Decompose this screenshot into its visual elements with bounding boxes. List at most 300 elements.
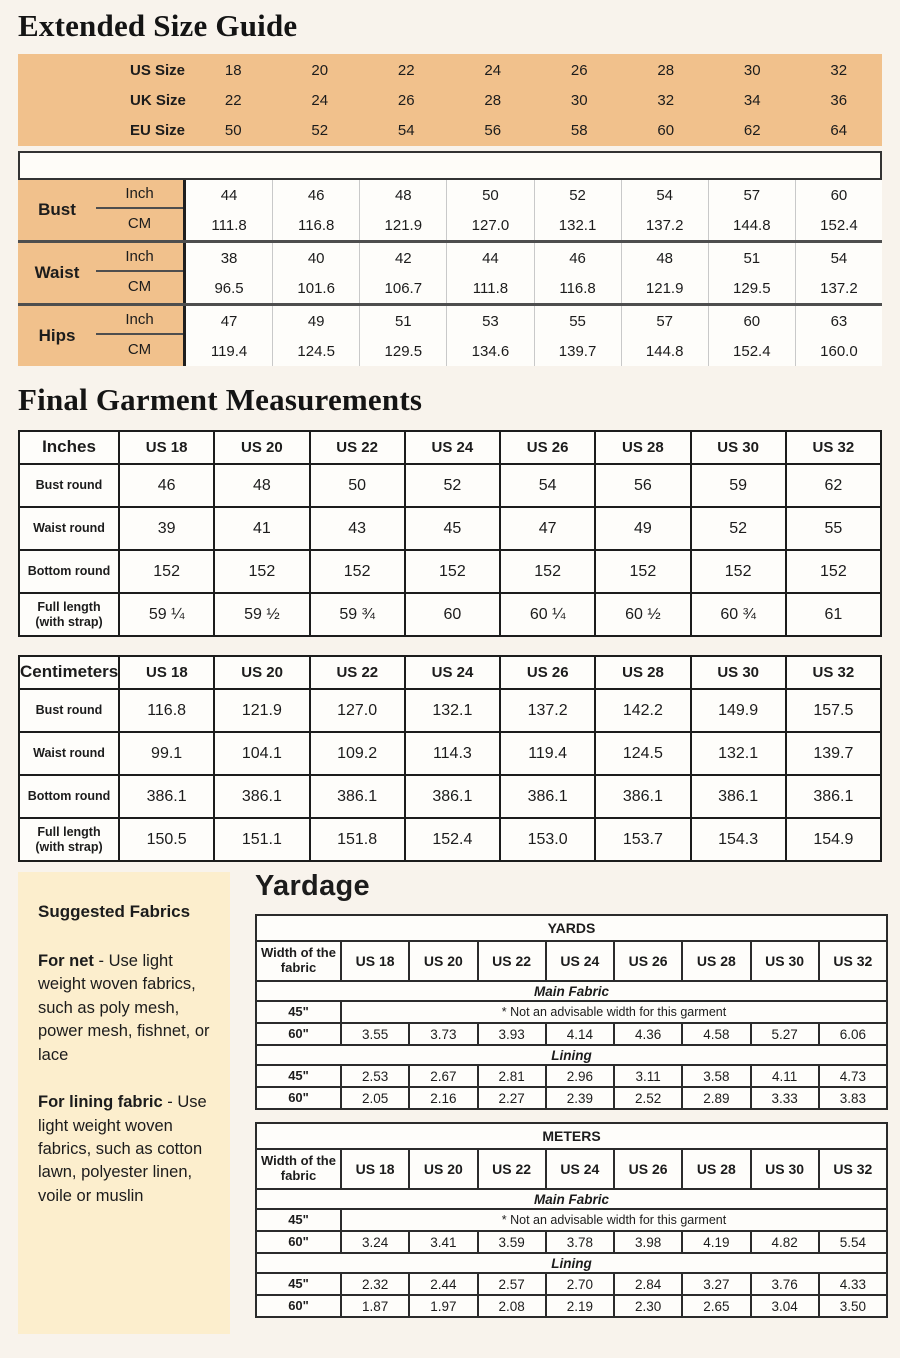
garment-value-cell: 153.7	[596, 819, 691, 860]
garment-value-cell: 386.1	[215, 776, 310, 817]
meters-table-title: METERS	[542, 1128, 601, 1144]
measurement-cell: 57	[709, 180, 796, 210]
cm-unit-label: CM	[127, 341, 152, 358]
yardage-value-cell: 4.33	[839, 1276, 867, 1292]
size-column-header: US 32	[833, 1161, 873, 1177]
lining-fabric-paragraph	[38, 1091, 210, 1208]
full-length-row	[20, 817, 880, 860]
yardage-section	[0, 872, 900, 1334]
garment-value-cell: 153.0	[501, 819, 596, 860]
row-label-line2: (with strap)	[35, 614, 103, 629]
bust-round-row	[20, 463, 880, 506]
row-label: Waist round	[20, 733, 120, 774]
measurement-cell: 46	[273, 180, 360, 210]
width-60-label: 60"	[257, 1296, 342, 1316]
yardage-value-cell: 3.55	[342, 1024, 410, 1044]
size-column-header: US 26	[501, 432, 596, 463]
measurement-cell: 129.5	[709, 273, 796, 303]
width-45-label: 45"	[257, 1210, 342, 1230]
garment-value-cell: 152	[501, 551, 596, 592]
hips-unit-column	[96, 306, 186, 366]
garment-value-cell: 139.7	[813, 744, 854, 762]
measurement-cell: 121.9	[622, 273, 709, 303]
yardage-value-cell: 4.11	[752, 1066, 820, 1086]
yardage-value-cell: 3.50	[839, 1298, 867, 1314]
size-value-cell: 64	[830, 121, 848, 139]
measurement-cell: 46	[535, 243, 622, 273]
bust-measurement-group	[18, 180, 882, 240]
meters-header-row	[257, 1148, 886, 1188]
size-column-header: US 28	[596, 657, 691, 688]
measurement-cell: 38	[186, 243, 273, 273]
yardage-value-cell: 5.54	[839, 1234, 867, 1250]
measurement-cell: 44	[186, 180, 273, 210]
page-title: Extended Size Guide	[18, 8, 298, 43]
yardage-value-cell: 4.19	[683, 1232, 751, 1252]
width-60-label: 60"	[257, 1088, 342, 1108]
garment-value-cell: 152	[820, 562, 847, 580]
yardage-value-cell: 2.39	[547, 1088, 615, 1108]
waist-values	[186, 243, 882, 303]
yards-main-45-row	[257, 1000, 886, 1022]
bust-cm-row	[186, 210, 882, 240]
measurement-cell: 44	[447, 243, 534, 273]
size-value-cell: 34	[743, 91, 761, 109]
waist-inch-row	[186, 243, 882, 273]
garment-value-cell: 60 ½	[596, 594, 691, 635]
garment-value-cell: 43	[311, 508, 406, 549]
yardage-value-cell: 2.57	[479, 1274, 547, 1294]
garment-value-cell: 52	[406, 465, 501, 506]
measurement-cell: 119.4	[186, 336, 273, 366]
yards-table-title: YARDS	[547, 920, 596, 936]
garment-value-cell: 154.3	[692, 819, 787, 860]
yardage-value-cell: 2.05	[342, 1088, 410, 1108]
yardage-value-cell: 3.04	[752, 1296, 820, 1316]
eu-size-label: EU Size	[130, 121, 186, 139]
measurement-cell: 132.1	[535, 210, 622, 240]
row-label-line2: (with strap)	[35, 839, 103, 854]
yardage-value-cell: 2.44	[410, 1274, 478, 1294]
yardage-value-cell: 4.14	[547, 1024, 615, 1044]
size-guide-page	[0, 8, 900, 1334]
yardage-value-cell: 5.27	[752, 1024, 820, 1044]
yardage-value-cell: 2.08	[479, 1296, 547, 1316]
yards-lining-60-row	[257, 1086, 886, 1108]
size-column-header: US 24	[547, 942, 615, 980]
yardage-value-cell: 3.98	[615, 1232, 683, 1252]
meters-lining-45-row	[257, 1272, 886, 1294]
size-conversion-table	[18, 54, 882, 146]
garment-value-cell: 50	[311, 465, 406, 506]
size-value-cell: 26	[397, 91, 415, 109]
width-60-label: 60"	[257, 1024, 342, 1044]
size-value-cell: 18	[224, 61, 242, 79]
yardage-value-cell: 2.96	[547, 1066, 615, 1086]
hips-values	[186, 306, 882, 366]
garment-value-cell: 132.1	[692, 733, 787, 774]
measurement-cell: 52	[535, 180, 622, 210]
garment-value-cell: 60	[406, 594, 501, 635]
measurement-cell: 106.7	[360, 273, 447, 303]
size-value-cell: 26	[570, 61, 588, 79]
measurement-cell: 54	[622, 180, 709, 210]
garment-value-cell: 61	[824, 605, 843, 623]
row-label-line1: Full length	[37, 599, 101, 614]
row-label: Bottom round	[20, 551, 120, 592]
yardage-value-cell: 3.11	[615, 1066, 683, 1086]
measurement-cell: 134.6	[447, 336, 534, 366]
size-value-cell: 30	[570, 91, 588, 109]
garment-value-cell: 386.1	[311, 776, 406, 817]
size-column-header: US 24	[406, 432, 501, 463]
measurement-cell: 144.8	[709, 210, 796, 240]
bust-label: Bust	[18, 180, 96, 240]
measurement-cell: 49	[273, 306, 360, 336]
size-value-cell: 20	[311, 61, 329, 79]
eu-size-row	[18, 115, 882, 145]
yards-lining-45-row	[257, 1064, 886, 1086]
size-column-header: US 28	[683, 942, 751, 980]
suggested-fabrics-panel	[18, 872, 230, 1334]
size-value-cell: 60	[657, 121, 675, 139]
net-fabric-paragraph	[38, 950, 210, 1067]
row-label	[20, 819, 120, 860]
bust-values	[186, 180, 882, 240]
measurement-cell: 137.2	[622, 210, 709, 240]
size-value-cell: 22	[224, 91, 242, 109]
size-column-header: US 24	[547, 1150, 615, 1188]
yardage-value-cell: 2.19	[547, 1296, 615, 1316]
garment-value-cell: 142.2	[596, 690, 691, 731]
yards-header-row	[257, 940, 886, 980]
size-column-header: US 20	[410, 1150, 478, 1188]
garment-value-cell: 55	[824, 519, 843, 537]
main-fabric-section-label: Main Fabric	[257, 980, 886, 1000]
size-value-cell: 24	[484, 61, 502, 79]
garment-value-cell: 151.1	[215, 819, 310, 860]
net-fabric-lead: For net	[38, 952, 94, 970]
bust-round-row	[20, 688, 880, 731]
garment-value-cell: 59 ¾	[311, 594, 406, 635]
size-column-header: US 30	[692, 657, 787, 688]
garment-value-cell: 109.2	[311, 733, 406, 774]
size-column-header: US 30	[752, 942, 820, 980]
yardage-value-cell: 2.67	[410, 1066, 478, 1086]
yardage-value-cell: 1.97	[410, 1296, 478, 1316]
yardage-value-cell: 4.82	[752, 1232, 820, 1252]
yardage-value-cell: 3.93	[479, 1024, 547, 1044]
row-label	[20, 594, 120, 635]
body-measurements-table	[18, 180, 882, 366]
size-column-header: US 30	[692, 432, 787, 463]
garment-value-cell: 56	[596, 465, 691, 506]
measurement-cell: 50	[447, 180, 534, 210]
lining-fabric-lead: For lining fabric	[38, 1093, 163, 1112]
garment-value-cell: 45	[406, 508, 501, 549]
width-45-label: 45"	[257, 1002, 342, 1022]
yardage-value-cell: 3.24	[342, 1232, 410, 1252]
yardage-value-cell: 2.65	[683, 1296, 751, 1316]
size-column-header: US 32	[812, 664, 855, 681]
yardage-value-cell: 2.84	[615, 1274, 683, 1294]
not-advisable-note: * Not an advisable width for this garment	[501, 1213, 727, 1227]
not-advisable-note: * Not an advisable width for this garment	[501, 1005, 727, 1019]
hips-label: Hips	[18, 306, 96, 366]
garment-value-cell: 47	[501, 508, 596, 549]
garment-value-cell: 46	[120, 465, 215, 506]
hips-inch-row	[186, 306, 882, 336]
uk-size-row	[18, 85, 882, 115]
garment-value-cell: 54	[501, 465, 596, 506]
garment-value-cell: 151.8	[311, 819, 406, 860]
measurement-cell: 116.8	[535, 273, 622, 303]
measurement-cell: 127.0	[447, 210, 534, 240]
row-label: Bust round	[20, 690, 120, 731]
yardage-value-cell: 3.41	[410, 1232, 478, 1252]
measurement-cell: 63	[830, 312, 848, 330]
measurement-cell: 144.8	[622, 336, 709, 366]
us-size-label: US Size	[130, 61, 186, 79]
cm-unit-label: CM	[127, 278, 152, 295]
garment-value-cell: 116.8	[120, 690, 215, 731]
measurement-cell: 124.5	[273, 336, 360, 366]
garment-value-cell: 99.1	[120, 733, 215, 774]
full-length-row	[20, 592, 880, 635]
size-column-header: US 26	[501, 657, 596, 688]
net-fabric-text: - Use light weight woven fabrics, such as poly mesh, power mesh, fishnet, or lace	[38, 952, 210, 1064]
width-45-label: 45"	[257, 1066, 342, 1086]
garment-value-cell: 60 ¾	[692, 594, 787, 635]
garment-value-cell: 386.1	[406, 776, 501, 817]
garment-value-cell: 60 ¼	[501, 594, 596, 635]
measurement-cell: 116.8	[273, 210, 360, 240]
width-of-fabric-header: Width of the fabric	[257, 942, 342, 980]
measurement-cell: 60	[830, 186, 848, 204]
size-column-header: US 20	[215, 432, 310, 463]
size-column-header: US 20	[215, 657, 310, 688]
size-value-cell: 30	[743, 61, 761, 79]
inch-unit-label: Inch	[96, 180, 183, 209]
size-column-header: US 20	[410, 942, 478, 980]
yardage-value-cell: 2.52	[615, 1088, 683, 1108]
measurement-cell: 60	[709, 306, 796, 336]
yardage-tables-column	[255, 872, 888, 1334]
bottom-round-row	[20, 549, 880, 592]
garment-value-cell: 52	[692, 508, 787, 549]
size-value-cell: 32	[657, 91, 675, 109]
waist-cm-row	[186, 273, 882, 303]
lining-fabric-text: - Use light weight woven fabrics, such as cotton lawn, polyester linen, voile or muslin	[38, 1093, 207, 1205]
garment-value-cell: 137.2	[501, 690, 596, 731]
measurement-cell: 48	[360, 180, 447, 210]
hips-measurement-group	[18, 303, 882, 366]
garment-value-cell: 39	[120, 508, 215, 549]
size-value-cell: 54	[397, 121, 415, 139]
yardage-value-cell: 6.06	[839, 1026, 867, 1042]
size-column-header: US 22	[311, 432, 406, 463]
garment-value-cell: 127.0	[311, 690, 406, 731]
garment-centimeters-table	[18, 655, 882, 862]
measurement-cell: 139.7	[535, 336, 622, 366]
width-45-label: 45"	[257, 1274, 342, 1294]
size-value-cell: 56	[484, 121, 502, 139]
inches-header-row	[20, 432, 880, 463]
size-column-header: US 22	[311, 657, 406, 688]
garment-value-cell: 386.1	[813, 787, 854, 805]
measurement-cell: 111.8	[186, 210, 273, 240]
garment-value-cell: 152	[311, 551, 406, 592]
size-column-header: US 22	[479, 942, 547, 980]
garment-value-cell: 386.1	[692, 776, 787, 817]
measurement-cell: 51	[709, 243, 796, 273]
width-60-label: 60"	[257, 1232, 342, 1252]
size-value-cell: 28	[484, 91, 502, 109]
garment-value-cell: 150.5	[120, 819, 215, 860]
waist-label: Waist	[18, 243, 96, 303]
garment-value-cell: 59	[692, 465, 787, 506]
garment-value-cell: 104.1	[215, 733, 310, 774]
yards-main-60-row	[257, 1022, 886, 1044]
garment-value-cell: 152	[215, 551, 310, 592]
measurement-cell: 48	[622, 243, 709, 273]
yardage-value-cell: 4.36	[615, 1024, 683, 1044]
yardage-value-cell: 3.59	[479, 1232, 547, 1252]
size-column-header: US 24	[406, 657, 501, 688]
waist-unit-column	[96, 243, 186, 303]
yardage-value-cell: 3.73	[410, 1024, 478, 1044]
garment-value-cell: 114.3	[406, 733, 501, 774]
size-value-cell: 50	[224, 121, 242, 139]
garment-value-cell: 386.1	[501, 776, 596, 817]
measurement-cell: 111.8	[447, 273, 534, 303]
garment-value-cell: 152	[692, 551, 787, 592]
yardage-value-cell: 2.16	[410, 1088, 478, 1108]
garment-value-cell: 386.1	[596, 776, 691, 817]
size-column-header: US 26	[615, 1150, 683, 1188]
measurement-cell: 137.2	[820, 279, 858, 297]
waist-round-row	[20, 731, 880, 774]
yards-table	[255, 914, 888, 1110]
measurement-cell: 129.5	[360, 336, 447, 366]
hips-cm-row	[186, 336, 882, 366]
yardage-value-cell: 3.76	[752, 1274, 820, 1294]
garment-value-cell: 48	[215, 465, 310, 506]
yardage-value-cell: 3.33	[752, 1088, 820, 1108]
size-value-cell: 22	[397, 61, 415, 79]
yardage-value-cell: 3.27	[683, 1274, 751, 1294]
yardage-value-cell: 2.32	[342, 1274, 410, 1294]
row-label-line1: Full length	[37, 824, 101, 839]
garment-value-cell: 41	[215, 508, 310, 549]
bust-inch-row	[186, 180, 882, 210]
lining-section-label: Lining	[257, 1252, 886, 1272]
garment-value-cell: 121.9	[215, 690, 310, 731]
waist-round-row	[20, 506, 880, 549]
size-value-cell: 32	[830, 61, 848, 79]
cm-unit-label: CM	[127, 215, 152, 232]
garment-value-cell: 59 ½	[215, 594, 310, 635]
garment-value-cell: 132.1	[406, 690, 501, 731]
inch-unit-label: Inch	[96, 243, 183, 272]
meters-main-60-row	[257, 1230, 886, 1252]
garment-value-cell: 154.9	[813, 830, 854, 848]
garment-value-cell: 152	[596, 551, 691, 592]
size-column-header: US 18	[342, 942, 410, 980]
size-column-header: US 28	[683, 1150, 751, 1188]
us-size-row	[18, 55, 882, 85]
width-of-fabric-header: Width of the fabric	[257, 1150, 342, 1188]
inches-unit-header: Inches	[20, 432, 120, 463]
garment-value-cell: 62	[824, 476, 843, 494]
row-label: Bust round	[20, 465, 120, 506]
yardage-value-cell: 2.27	[479, 1088, 547, 1108]
size-column-header: US 32	[833, 953, 873, 969]
measurement-cell: 57	[622, 306, 709, 336]
meters-table	[255, 1122, 888, 1318]
measurement-cell: 40	[273, 243, 360, 273]
suggested-fabrics-title: Suggested Fabrics	[38, 902, 191, 921]
size-column-header: US 28	[596, 432, 691, 463]
garment-inches-table	[18, 430, 882, 637]
bust-unit-column	[96, 180, 186, 240]
measurement-cell: 54	[830, 249, 848, 267]
meters-main-45-row	[257, 1208, 886, 1230]
garment-value-cell: 152	[120, 551, 215, 592]
measurement-cell: 160.0	[820, 342, 858, 360]
garment-value-cell: 149.9	[692, 690, 787, 731]
garment-value-cell: 152	[406, 551, 501, 592]
centimeters-header-row	[20, 657, 880, 688]
measurement-cell: 47	[186, 306, 273, 336]
size-value-cell: 36	[830, 91, 848, 109]
size-value-cell: 28	[657, 61, 675, 79]
measurement-cell: 152.4	[709, 336, 796, 366]
yardage-value-cell: 4.58	[683, 1024, 751, 1044]
size-value-cell: 58	[570, 121, 588, 139]
yardage-value-cell: 2.89	[683, 1088, 751, 1108]
garment-value-cell: 124.5	[596, 733, 691, 774]
main-fabric-section-label: Main Fabric	[257, 1188, 886, 1208]
meters-lining-60-row	[257, 1294, 886, 1316]
lining-section-label: Lining	[257, 1044, 886, 1064]
size-column-header: US 32	[812, 439, 855, 456]
garment-value-cell: 152.4	[406, 819, 501, 860]
yardage-value-cell: 2.70	[547, 1274, 615, 1294]
yardage-value-cell: 2.81	[479, 1066, 547, 1086]
size-column-header: US 18	[120, 432, 215, 463]
size-value-cell: 24	[311, 91, 329, 109]
centimeters-unit-header: Centimeters	[20, 657, 120, 688]
waist-measurement-group	[18, 240, 882, 303]
measurement-cell: 55	[535, 306, 622, 336]
yardage-value-cell: 3.83	[839, 1090, 867, 1106]
row-label: Bottom round	[20, 776, 120, 817]
yardage-value-cell: 3.78	[547, 1232, 615, 1252]
measurement-cell: 152.4	[820, 216, 858, 234]
measurement-cell: 121.9	[360, 210, 447, 240]
garment-value-cell: 119.4	[501, 733, 596, 774]
yardage-value-cell: 2.53	[342, 1066, 410, 1086]
size-value-cell: 52	[311, 121, 329, 139]
inch-unit-label: Inch	[96, 306, 183, 335]
yardage-value-cell: 4.73	[839, 1068, 867, 1084]
size-column-header: US 30	[752, 1150, 820, 1188]
garment-value-cell: 157.5	[813, 701, 854, 719]
yardage-title: Yardage	[255, 870, 370, 902]
yardage-value-cell: 2.30	[615, 1296, 683, 1316]
size-column-header: US 22	[479, 1150, 547, 1188]
